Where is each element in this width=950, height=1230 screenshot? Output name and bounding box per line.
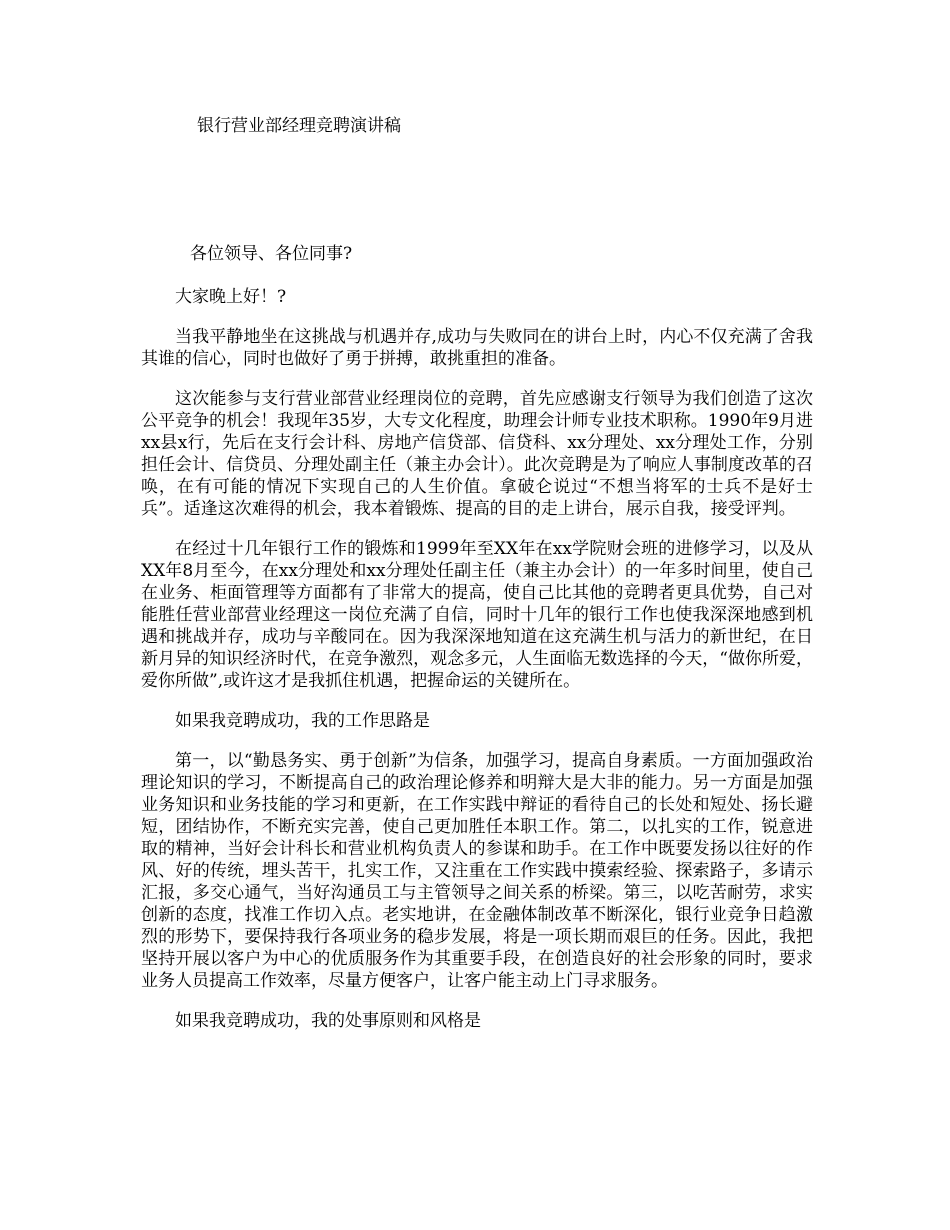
paragraph: 当我平静地坐在这挑战与机遇并存,成功与失败同在的讲台上时，内心不仅充满了舍我其谁的信心，同时也做好了勇于拼搏，敢挑重担的准备。 (141, 327, 813, 369)
paragraph: 这次能参与支行营业部营业经理岗位的竞聘，首先应感谢支行领导为我们创造了这次公平竞争的机会！我现年35岁，大专文化程度，助理会计师专业技术职称。1990年9月进xx县x行，先后在支行会计科、房地产信贷部、信贷科、xx分理处、xx分理处工作，分别担任会计、信贷员、分理处副主任（兼主办会计）。此次竞聘是为了响应人事制度改革的召唤，在有可能的情况下实现自己的人生价值。拿破仑说过“不想当将军的士兵不是好士兵”。适逢这次难得的机会，我本着锻炼、提高的目的走上讲台，展示自我，接受评判。 (141, 389, 813, 519)
document-body (141, 286, 813, 1050)
paragraph: 第一，以“勤恳务实、勇于创新”为信条，加强学习，提高自身素质。一方面加强政治理论知识的学习，不断提高自己的政治理论修养和明辩大是大非的能力。另一方面是加强业务知识和业务技能的学习和更新，在工作实践中辩证的看待自己的长处和短处、扬长避短，团结协作，不断充实完善，使自己更加胜任本职工作。第二，以扎实的工作，锐意进取的精神，当好会计科长和营业机构负责人的参谋和助手。在工作中既要发扬以往好的作风、好的传统，埋头苦干，扎实工作，又注重在工作实践中摸索经验、探索路子，多请示汇报，多交心通气，当好沟通员工与主管领导之间关系的桥梁。第三，以吃苦耐劳，求实创新的态度，找准工作切入点。老实地讲，在金融体制改革不断深化，银行业竞争日趋激烈的形势下，要保持我行各项业务的稳步发展，将是一项长期而艰巨的任务。因此，我把坚持开展以客户为中心的优质服务作为其重要手段，在创造良好的社会形象的同时，要求业务人员提高工作效率，尽量方便客户，让客户能主动上门寻求服务。 (141, 751, 813, 991)
paragraph: 如果我竞聘成功，我的处事原则和风格是 (175, 1011, 481, 1031)
paragraph: 如果我竞聘成功，我的工作思路是 (175, 711, 430, 731)
salutation: 各位领导、各位同事? (190, 244, 353, 264)
document-title: 银行营业部经理竞聘演讲稿 (197, 116, 401, 136)
paragraph: 在经过十几年银行工作的锻炼和1999年至XX年在xx学院财会班的进修学习，以及从XX年8月至今，在xx分理处和xx分理处任副主任（兼主办会计）的一年多时间里，使自己在业务、柜面管理等方面都有了非常大的提高，使自己比其他的竞聘者更具优势，自己对能胜任营业部营业经理这一岗位充满了自信，同时十几年的银行工作也使我深深地感到机遇和挑战并存，成功与辛酸同在。因为我深深地知道在这充满生机与活力的新世纪，在日新月异的知识经济时代，在竞争激烈，观念多元，人生面临无数选择的今天，“做你所爱，爱你所做”,或许这才是我抓住机遇，把握命运的关键所在。 (141, 539, 813, 691)
paragraph: 大家晚上好！? (175, 287, 287, 307)
